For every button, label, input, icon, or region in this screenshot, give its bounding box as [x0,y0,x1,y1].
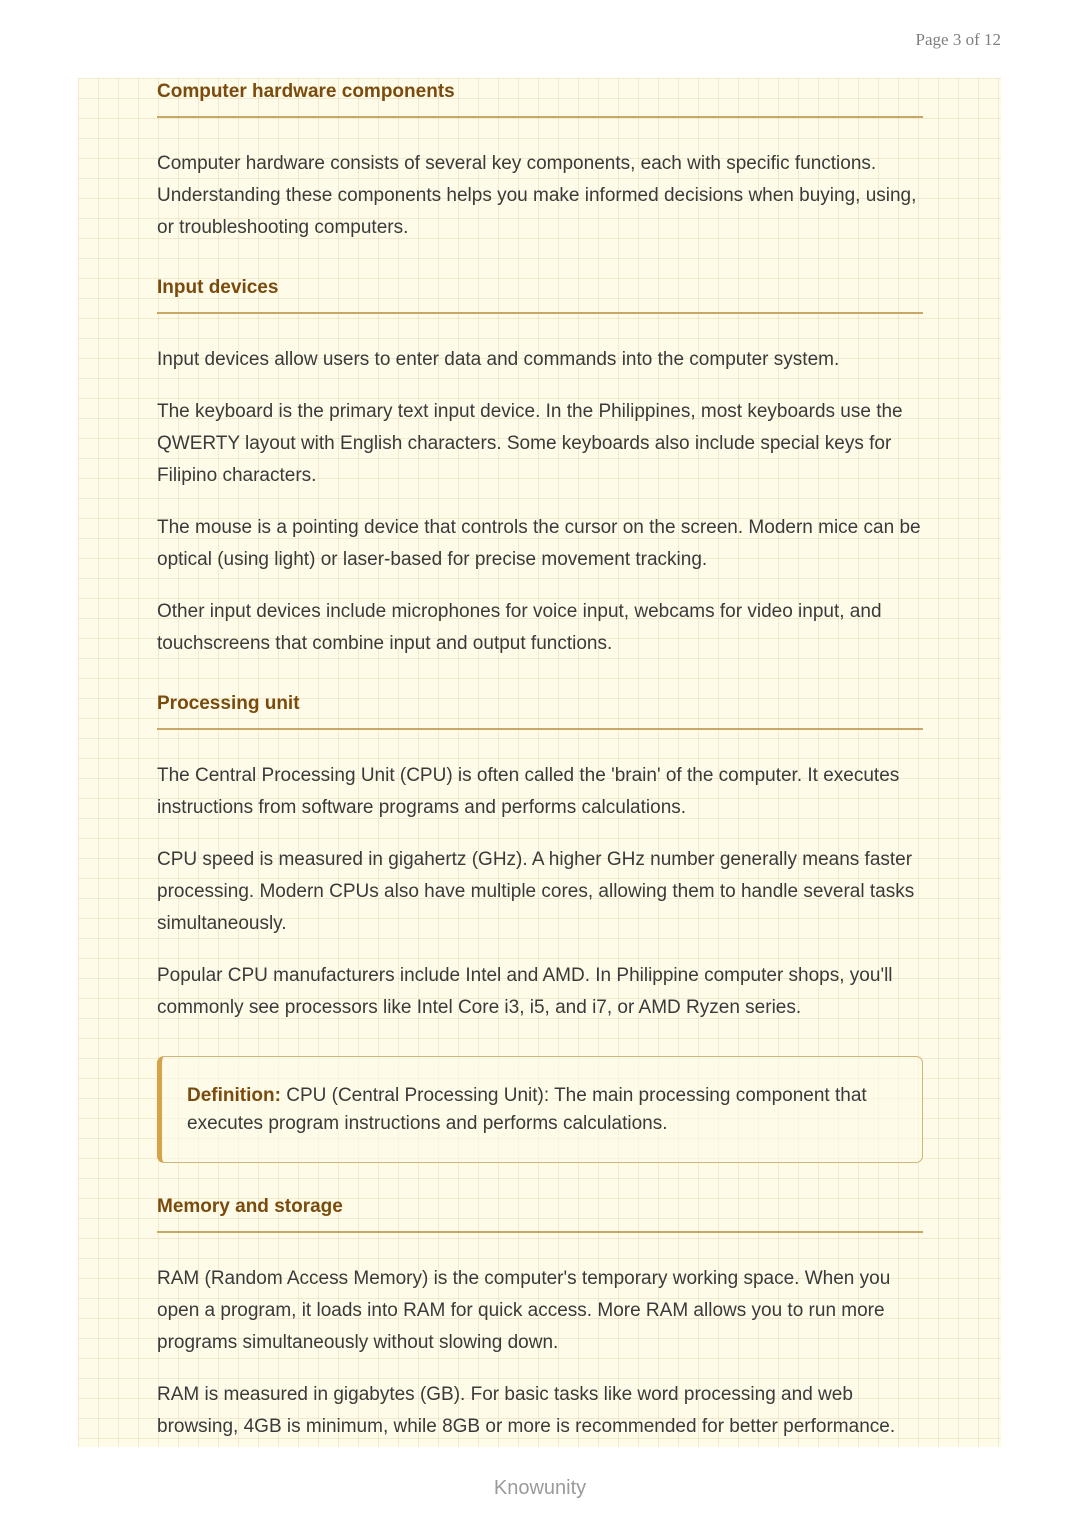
paragraph: Other input devices include microphones for voice input, webcams for video input, and touchscreens that combine input and output functions. [157,601,882,654]
section-title: Computer hardware components [157,78,923,118]
paragraph: RAM (Random Access Memory) is the computer's temporary working space. When you open a program, it loads into RAM for quick access. More RAM allows you to run more programs simultaneously without slowing down. [157,1268,891,1353]
paragraph: Popular CPU manufacturers include Intel and AMD. In Philippine computer shops, you'll commonly see processors like Intel Core i3, i5, and i7, or AMD Ryzen series. [157,965,893,1018]
paragraph: Computer hardware consists of several key components, each with specific functions. Understanding these components helps you make informed decisions when buying, using, or troubleshooting computers. [157,153,917,238]
section-title: Processing unit [157,690,923,730]
paragraph: CPU speed is measured in gigahertz (GHz). A higher GHz number generally means faster processing. Modern CPUs also have multiple cores, allowing them to handle several tasks simultaneously. [157,849,915,934]
section-processing-unit [157,690,923,1163]
footer-brand-logo: Knowunity [493,1477,587,1499]
section-hardware-components [157,78,923,244]
definition-box [157,1056,923,1163]
grid-paper-sheet [78,78,1001,1447]
section-title: Memory and storage [157,1193,923,1233]
section-title: Input devices [157,274,923,314]
page-number: Page 3 of 12 [915,30,1001,49]
definition-label: Definition: [187,1085,281,1106]
paragraph: The Central Processing Unit (CPU) is often called the 'brain' of the computer. It executes instructions from software programs and performs calculations. [157,765,900,818]
paragraph: The mouse is a pointing device that controls the cursor on the screen. Modern mice can be optical (using light) or laser-based for precise movement tracking. [157,517,921,570]
definition-text: CPU (Central Processing Unit): The main processing component that executes program instructions and performs calculations. [187,1085,867,1134]
document-content [157,78,923,1443]
paragraph: Input devices allow users to enter data and commands into the computer system. [157,349,840,370]
paragraph: RAM is measured in gigabytes (GB). For basic tasks like word processing and web browsing, 4GB is minimum, while 8GB or more is recommended for better performance. [157,1384,896,1437]
section-input-devices [157,274,923,660]
paragraph: The keyboard is the primary text input device. In the Philippines, most keyboards use the QWERTY layout with English characters. Some keyboards also include special keys for Filipino characters. [157,401,903,486]
section-memory-storage [157,1193,923,1443]
